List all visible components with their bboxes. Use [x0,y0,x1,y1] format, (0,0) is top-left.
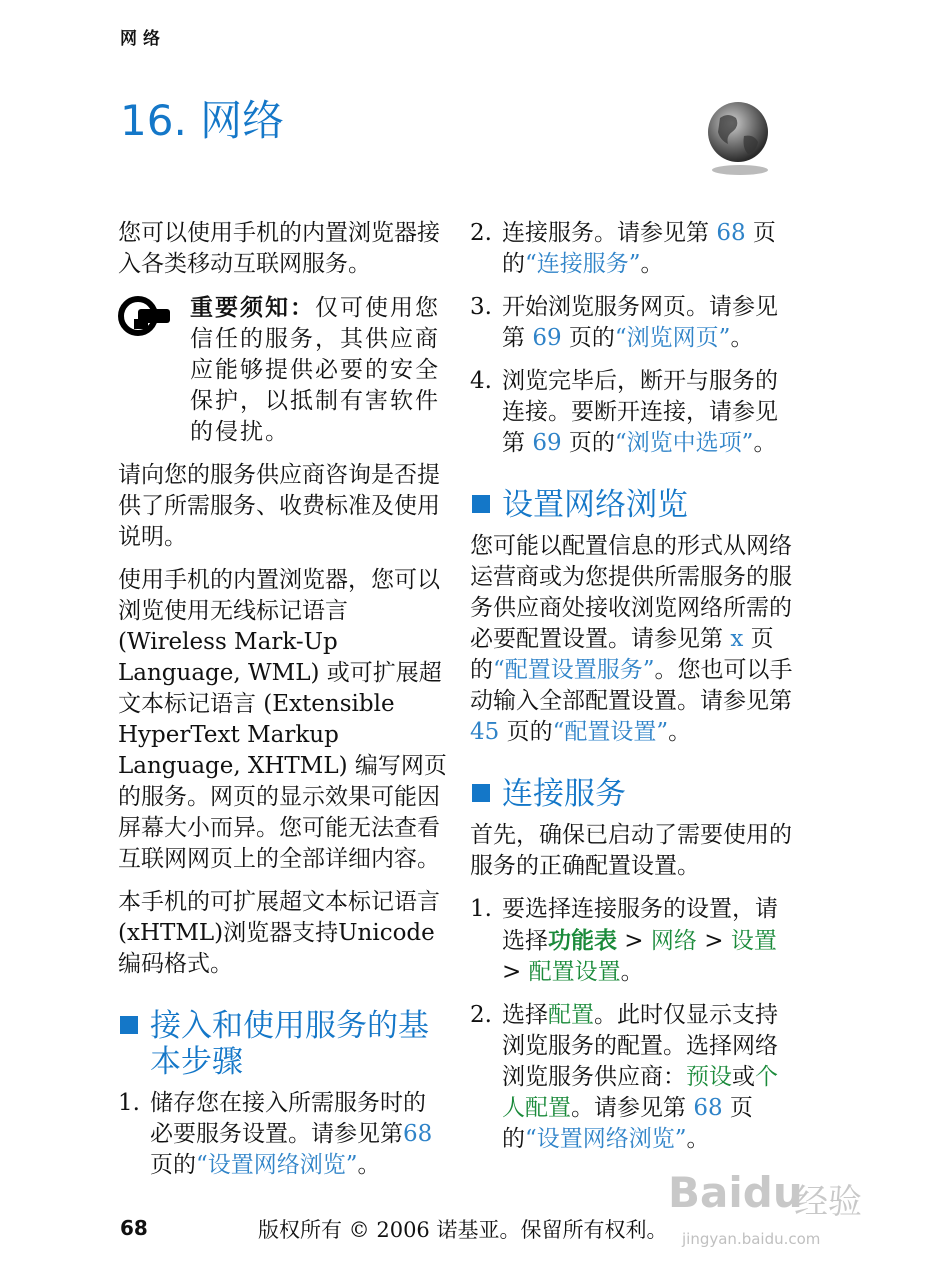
menu-option: 预设 [686,1064,732,1090]
list-item: 1. 储存您在接入所需服务时的必要服务设置。请参见第68 页的“设置网络浏览”。 [118,1090,433,1178]
baidu-watermark [668,1150,878,1260]
heading-square-icon [472,495,490,513]
chapter-title: 16. 网络 [120,96,285,145]
watermark-url: jingyan.baidu.com [682,1230,821,1248]
list-item: 3. 开始浏览服务网页。请参见第 69 页的“浏览网页”。 [470,294,778,351]
warning-hand-icon [118,292,190,448]
page-link[interactable]: 45 [470,719,500,745]
heading-square-icon [120,1016,138,1034]
paragraph-unicode: 本手机的可扩展超文本标记语言(xHTML)浏览器支持Unicode 编码格式。 [118,889,440,977]
page-link[interactable]: 68 [403,1121,433,1147]
list-item: 2. 选择配置。此时仅显示支持浏览服务的配置。选择网络浏览服务供应商：预设或个人配置。请参见第 68 页的“设置网络浏览”。 [470,1002,778,1152]
connect-intro: 首先，确保已启动了需要使用的服务的正确配置设置。 [470,822,792,879]
note-text: 仅可使用您信任的服务，其供应商应能够提供必要的安全保护，以抵制有害软件的侵扰。 [190,295,440,445]
section-heading-basic-steps: 接入和使用服务的基本步骤 [118,1008,448,1080]
running-header: 网络 [120,29,166,49]
page-link[interactable]: 68 [693,1095,723,1121]
menu-path-item: 配置设置 [528,959,621,985]
cross-reference-link[interactable]: “设置网络浏览” [525,1126,687,1152]
paragraph-inquire: 请向您的服务供应商咨询是否提供了所需服务、收费标准及使用说明。 [118,462,440,550]
cross-reference-link[interactable]: “配置设置” [552,719,669,745]
cross-reference-link[interactable]: “配置设置服务” [493,657,655,683]
heading-square-icon [472,784,490,802]
section-heading-connect: 连接服务 [470,776,800,812]
watermark-brand: Baidu [668,1168,803,1217]
list-item: 4. 浏览完毕后，断开与服务的连接。要断开连接，请参见第 69 页的“浏览中选项”。 [470,368,778,456]
watermark-cn: 经验 [794,1182,862,1222]
note-label: 重要须知： [190,294,315,321]
menu-path-item: 设置 [730,928,777,954]
left-column [118,218,448,1193]
cross-reference-link[interactable]: “设置网络浏览” [196,1152,358,1178]
section-heading-setup: 设置网络浏览 [470,487,800,523]
globe-icon [700,96,780,176]
menu-path-item: 功能表 [548,927,617,954]
right-column [470,218,800,1167]
menu-option: 配置 [548,1002,594,1028]
menu-option: 个人配置 [502,1064,778,1121]
page-link[interactable]: 69 [532,325,562,351]
list-item: 1. 要选择连接服务的设置，请选择功能表 > 网络 > 设置 > 配置设置。 [470,896,778,985]
cross-reference-link[interactable]: “浏览网页” [614,325,731,351]
paragraph-browser: 使用手机的内置浏览器，您可以浏览使用无线标记语言 (Wireless Mark-Up Language, WML) 或可扩展超文本标记语言 (Extensible HyperText Markup Language, XHTML) 编写网页的服务。网页的显示效果可能因屏幕大小而异。您可能无法查看互联网网页上的全部详细内容。 [118,567,447,872]
cross-reference-link[interactable]: “浏览中选项” [614,430,754,456]
intro-paragraph: 您可以使用手机的内置浏览器接入各类移动互联网服务。 [118,220,440,277]
cross-reference-link[interactable]: “连接服务” [525,251,641,277]
setup-paragraph: 您可能以配置信息的形式从网络运营商或为您提供所需服务的服务供应商处接收浏览网络所需的必要配置设置。请参见第 x 页的“配置设置服务”。您也可以手动输入全部配置设置。请参见第 45 页的“配置设置”。 [470,533,793,745]
important-note [118,292,448,448]
page-number: 68 [120,1216,148,1240]
copyright-notice: 版权所有 © 2006 诺基亚。保留所有权利。 [258,1218,668,1242]
list-item: 2. 连接服务。请参见第 68 页的“连接服务”。 [470,220,776,277]
page-link[interactable]: 68 [716,220,746,246]
page-link[interactable]: 69 [532,430,562,456]
page-link[interactable]: x [730,626,744,652]
menu-path-item: 网络 [650,928,697,954]
